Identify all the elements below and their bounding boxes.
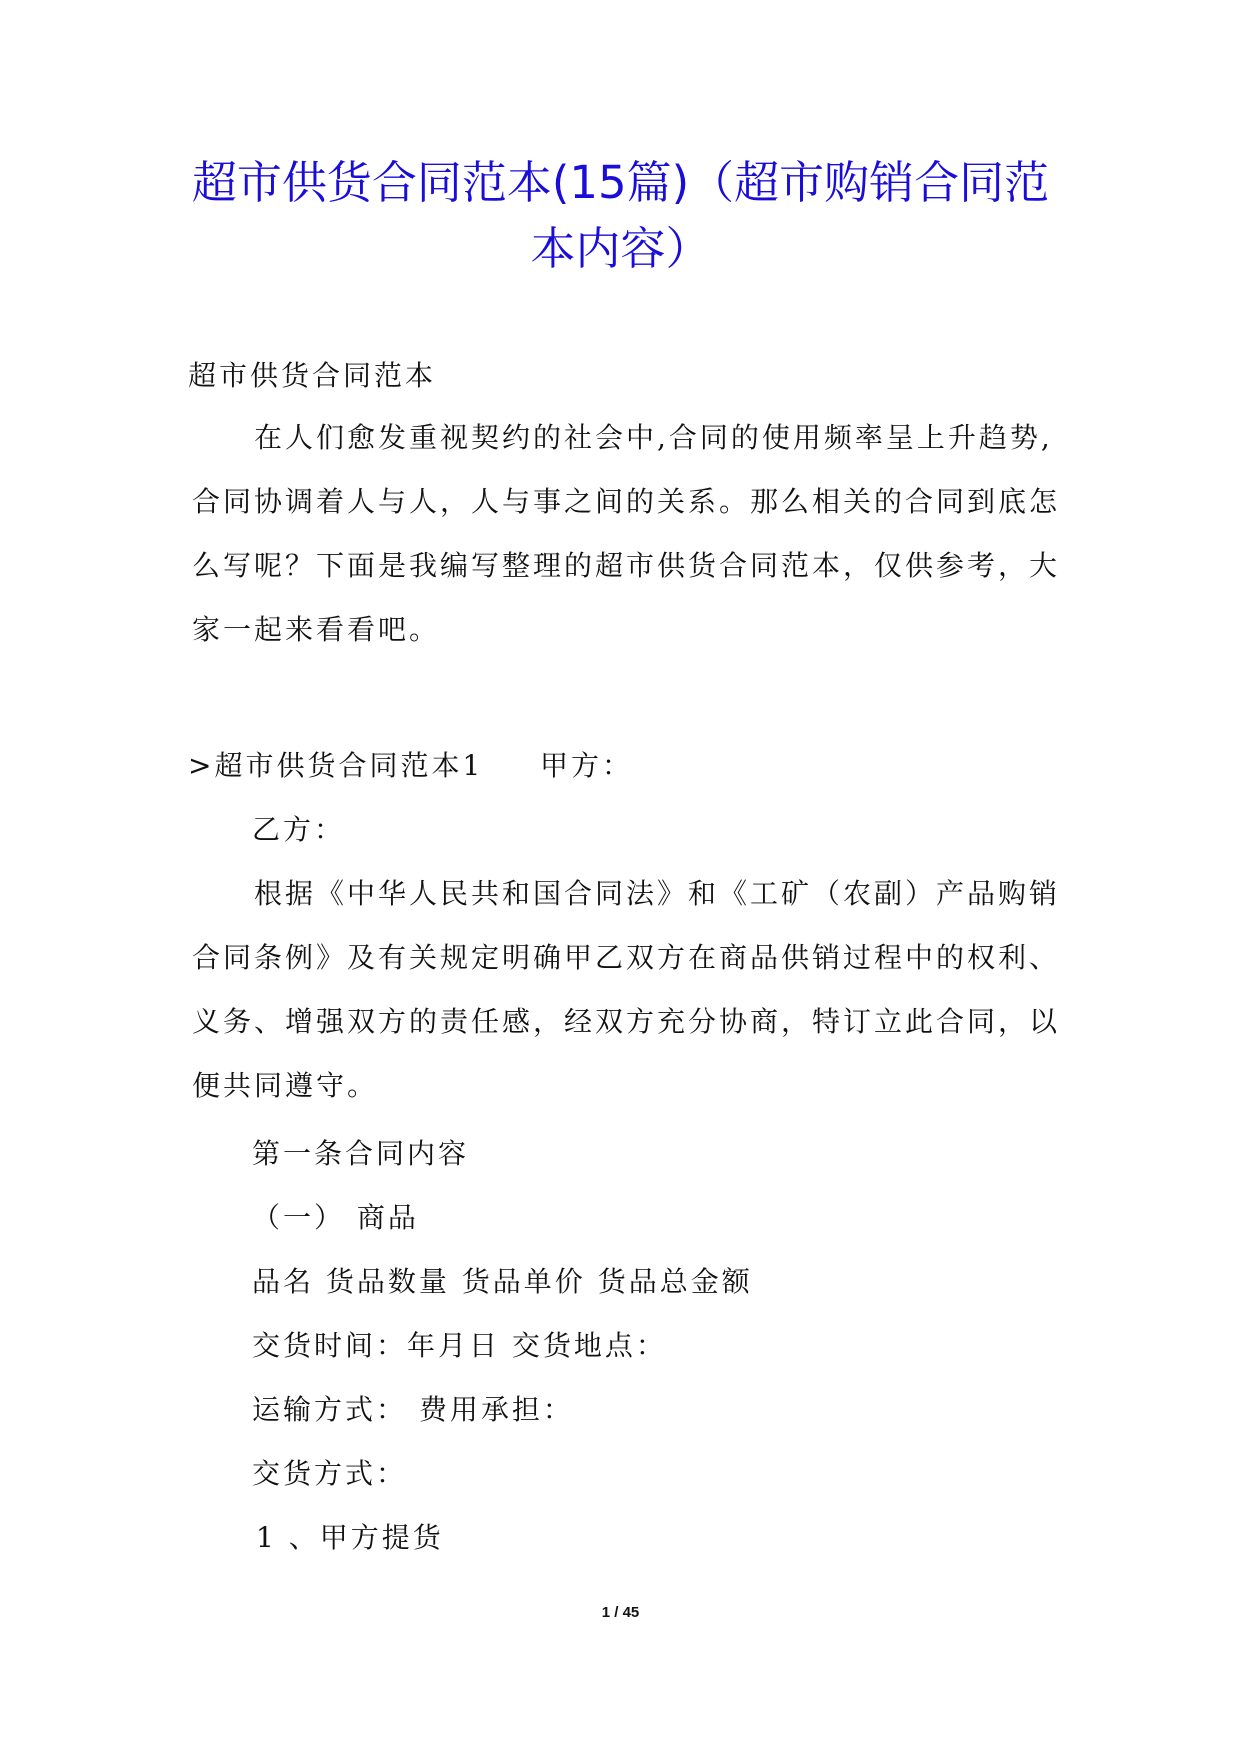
- title-line-1: 超市供货合同范本(15篇)（超市购销合同范: [191, 156, 1050, 209]
- basis-line: 便共同遵守。: [192, 1069, 379, 1102]
- section-heading: >超市供货合同范本1: [188, 749, 484, 782]
- goods-heading: （一） 商品: [252, 1201, 419, 1234]
- item-1-line: 1 、甲方提货: [256, 1521, 444, 1554]
- party-a-label: 甲方：: [540, 749, 634, 782]
- delivery-time-line: 交货时间：年月日 交货地点：: [252, 1329, 667, 1362]
- intro-line: 家一起来看看吧。: [192, 613, 441, 646]
- document-title: [150, 150, 1091, 282]
- basis-line: 义务、增强双方的责任感，经双方充分协商，特订立此合同，以: [192, 1005, 1061, 1038]
- article-heading: 第一条合同内容: [252, 1137, 470, 1170]
- title-line-2: 本内容）: [530, 222, 711, 275]
- basis-line: 根据《中华人民共和国合同法》和《工矿（农副）产品购销: [254, 877, 1061, 910]
- intro-paragraph: [192, 406, 1072, 662]
- subtitle: 超市供货合同范本: [188, 359, 437, 392]
- basis-paragraph: [192, 862, 1072, 1118]
- goods-fields: 品名 货品数量 货品单价 货品总金额: [252, 1265, 753, 1298]
- page-number: 1 / 45: [601, 1604, 640, 1621]
- party-b-label: 乙方：: [252, 813, 346, 846]
- intro-line: 么写呢？下面是我编写整理的超市供货合同范本，仅供参考，大: [192, 549, 1061, 582]
- intro-line: 在人们愈发重视契约的社会中,合同的使用频率呈上升趋势,: [254, 421, 1053, 454]
- transport-line: 运输方式： 费用承担：: [252, 1393, 574, 1426]
- intro-line: 合同协调着人与人，人与事之间的关系。那么相关的合同到底怎: [192, 485, 1061, 518]
- basis-line: 合同条例》及有关规定明确甲乙双方在商品供销过程中的权利、: [192, 941, 1061, 974]
- delivery-method-line: 交货方式：: [252, 1457, 408, 1490]
